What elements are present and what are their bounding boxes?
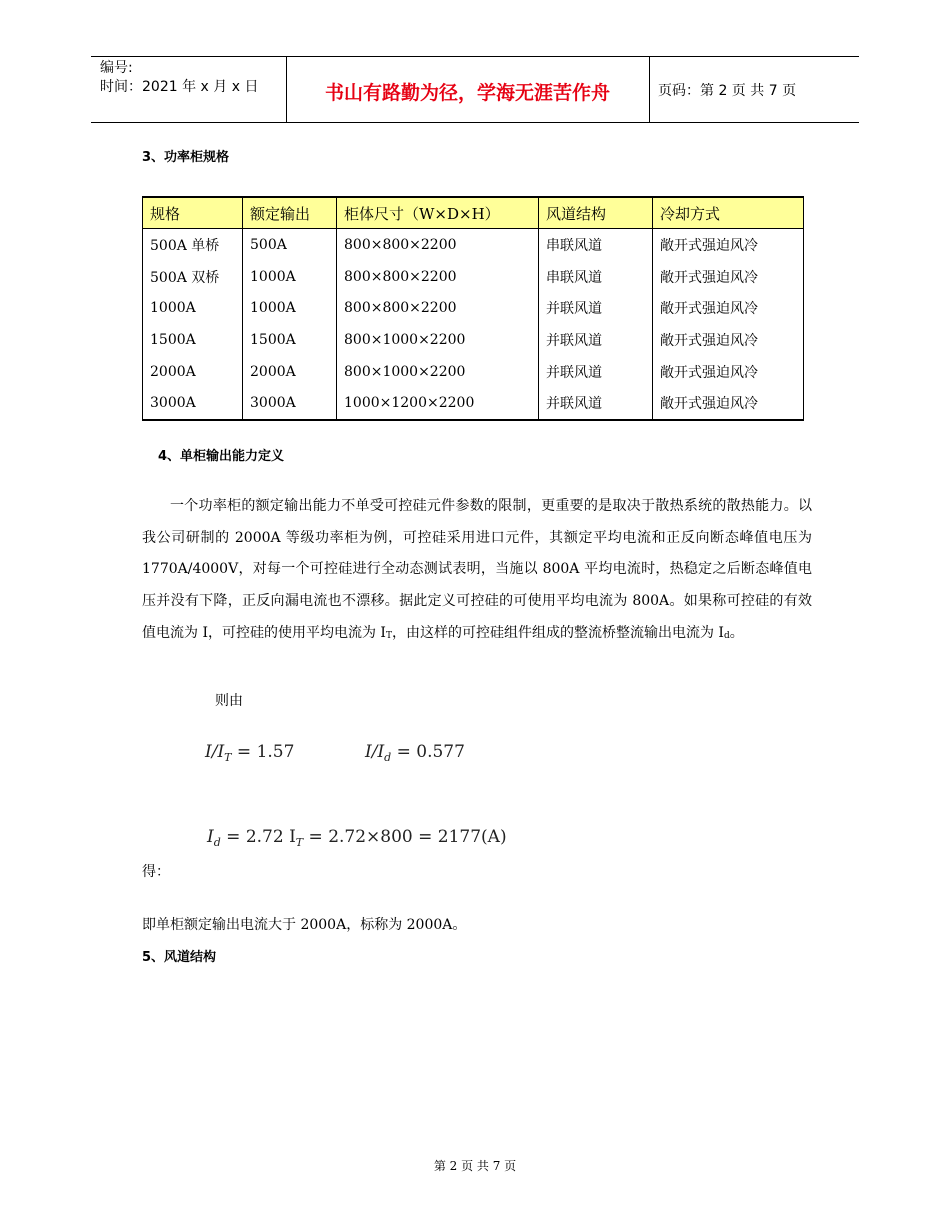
body-paragraph <box>142 491 812 650</box>
table-cell: 800×800×2200 <box>337 229 539 261</box>
table-cell: 敞开式强迫风冷 <box>653 324 804 356</box>
table-cell: 1500A <box>143 324 243 356</box>
section-5-title: 5、风道结构 <box>142 950 217 965</box>
table-cell: 500A <box>243 229 337 261</box>
table-cell: 敞开式强迫风冷 <box>653 261 804 293</box>
then-label: 则由 <box>215 693 243 709</box>
formula-3-sub2: T <box>295 836 304 849</box>
section-4-title: 4、单柜输出能力定义 <box>158 449 285 464</box>
conclusion-line: 即单柜额定输出电流大于 2000A，标称为 2000A。 <box>142 917 467 933</box>
paragraph-text-1: 一个功率柜的额定输出能力不单受可控硅元件参数的限制，更重要的是取决于散热系统的散热能力。以我公司研制的 2000A 等级功率柜为例，可控硅采用进口元件，其额定平均电流和正反向断态峰值电压为 1770A/4000V，对每一个可控硅进行全动态测试表明，当施以 800A 平均电流时，热稳定之后断态峰值电压并没有下降，正反向漏电流也不漂移。据此定义可控硅的可使用平均电流为 800A。如果称可控硅的有效值电流为 I，可控硅的使用平均电流为 I <box>142 498 812 641</box>
formula-2-rhs: = 0.577 <box>396 742 465 762</box>
table-cell: 500A 双桥 <box>143 261 243 293</box>
table-header-cell: 风道结构 <box>539 197 653 229</box>
header-top-rule <box>91 56 859 57</box>
table-cell: 1000×1200×2200 <box>337 387 539 420</box>
table-cell: 3000A <box>243 387 337 420</box>
table-cell: 3000A <box>143 387 243 420</box>
table-cell: 并联风道 <box>539 292 653 324</box>
formula-1 <box>205 742 294 762</box>
table-cell: 800×1000×2200 <box>337 324 539 356</box>
formula-3-mid: = 2.72 I <box>226 827 296 847</box>
table-cell: 敞开式强迫风冷 <box>653 387 804 420</box>
table-cell: 1500A <box>243 324 337 356</box>
page-footer: 第 2 页 共 7 页 <box>433 1159 517 1173</box>
formula-1-sub: T <box>224 751 232 764</box>
table-header-cell: 规格 <box>143 197 243 229</box>
table-row <box>143 324 804 356</box>
table-cell: 500A 单桥 <box>143 229 243 261</box>
formula-2 <box>365 742 465 762</box>
subscript-d: d <box>723 630 730 641</box>
table-row <box>143 292 804 324</box>
header-page-label: 页码：第 2 页 共 7 页 <box>658 83 797 99</box>
table-cell: 800×800×2200 <box>337 292 539 324</box>
table-row <box>143 261 804 293</box>
table-cell: 敞开式强迫风冷 <box>653 356 804 388</box>
table-cell: 2000A <box>243 356 337 388</box>
table-cell: 1000A <box>243 261 337 293</box>
header-motto: 书山有路勤为径，学海无涯苦作舟 <box>324 82 610 104</box>
formula-1-rhs: = 1.57 <box>236 742 295 762</box>
spec-table <box>142 196 804 421</box>
formula-3-rhs: = 2.72×800 = 2177(A) <box>308 827 507 847</box>
header-time-label: 时间：2021 年 x 月 x 日 <box>100 79 259 95</box>
formula-1-var: I/I <box>205 742 225 762</box>
get-label: 得： <box>142 864 170 880</box>
formula-3 <box>207 827 507 847</box>
table-cell: 串联风道 <box>539 261 653 293</box>
header-number-label: 编号: <box>100 60 133 76</box>
table-cell: 敞开式强迫风冷 <box>653 229 804 261</box>
formula-3-sub1: d <box>213 836 221 849</box>
formula-2-var: I/I <box>365 742 385 762</box>
paragraph-text-3: 。 <box>729 624 744 641</box>
header-divider-2 <box>649 56 650 122</box>
table-header-cell: 冷却方式 <box>653 197 804 229</box>
table-cell: 敞开式强迫风冷 <box>653 292 804 324</box>
table-cell: 并联风道 <box>539 387 653 420</box>
table-row <box>143 356 804 388</box>
table-cell: 串联风道 <box>539 229 653 261</box>
table-cell: 1000A <box>243 292 337 324</box>
table-cell: 2000A <box>143 356 243 388</box>
table-cell: 并联风道 <box>539 356 653 388</box>
table-cell: 1000A <box>143 292 243 324</box>
formula-3-var: I <box>207 827 214 847</box>
table-header-row <box>143 197 804 229</box>
table-header-cell: 柜体尺寸（W×D×H） <box>337 197 539 229</box>
table-row <box>143 229 804 261</box>
table-header-cell: 额定输出 <box>243 197 337 229</box>
paragraph-text-2: ，由这样的可控硅组件组成的整流桥整流输出电流为 I <box>391 624 724 641</box>
section-3-title: 3、功率柜规格 <box>142 150 230 165</box>
table-cell: 800×800×2200 <box>337 261 539 293</box>
header-bottom-rule <box>91 122 859 123</box>
table-cell: 并联风道 <box>539 324 653 356</box>
header-info <box>100 59 258 97</box>
table-cell: 800×1000×2200 <box>337 356 539 388</box>
formula-2-sub: d <box>384 751 392 764</box>
table-row <box>143 387 804 420</box>
subscript-t: T <box>385 630 392 641</box>
